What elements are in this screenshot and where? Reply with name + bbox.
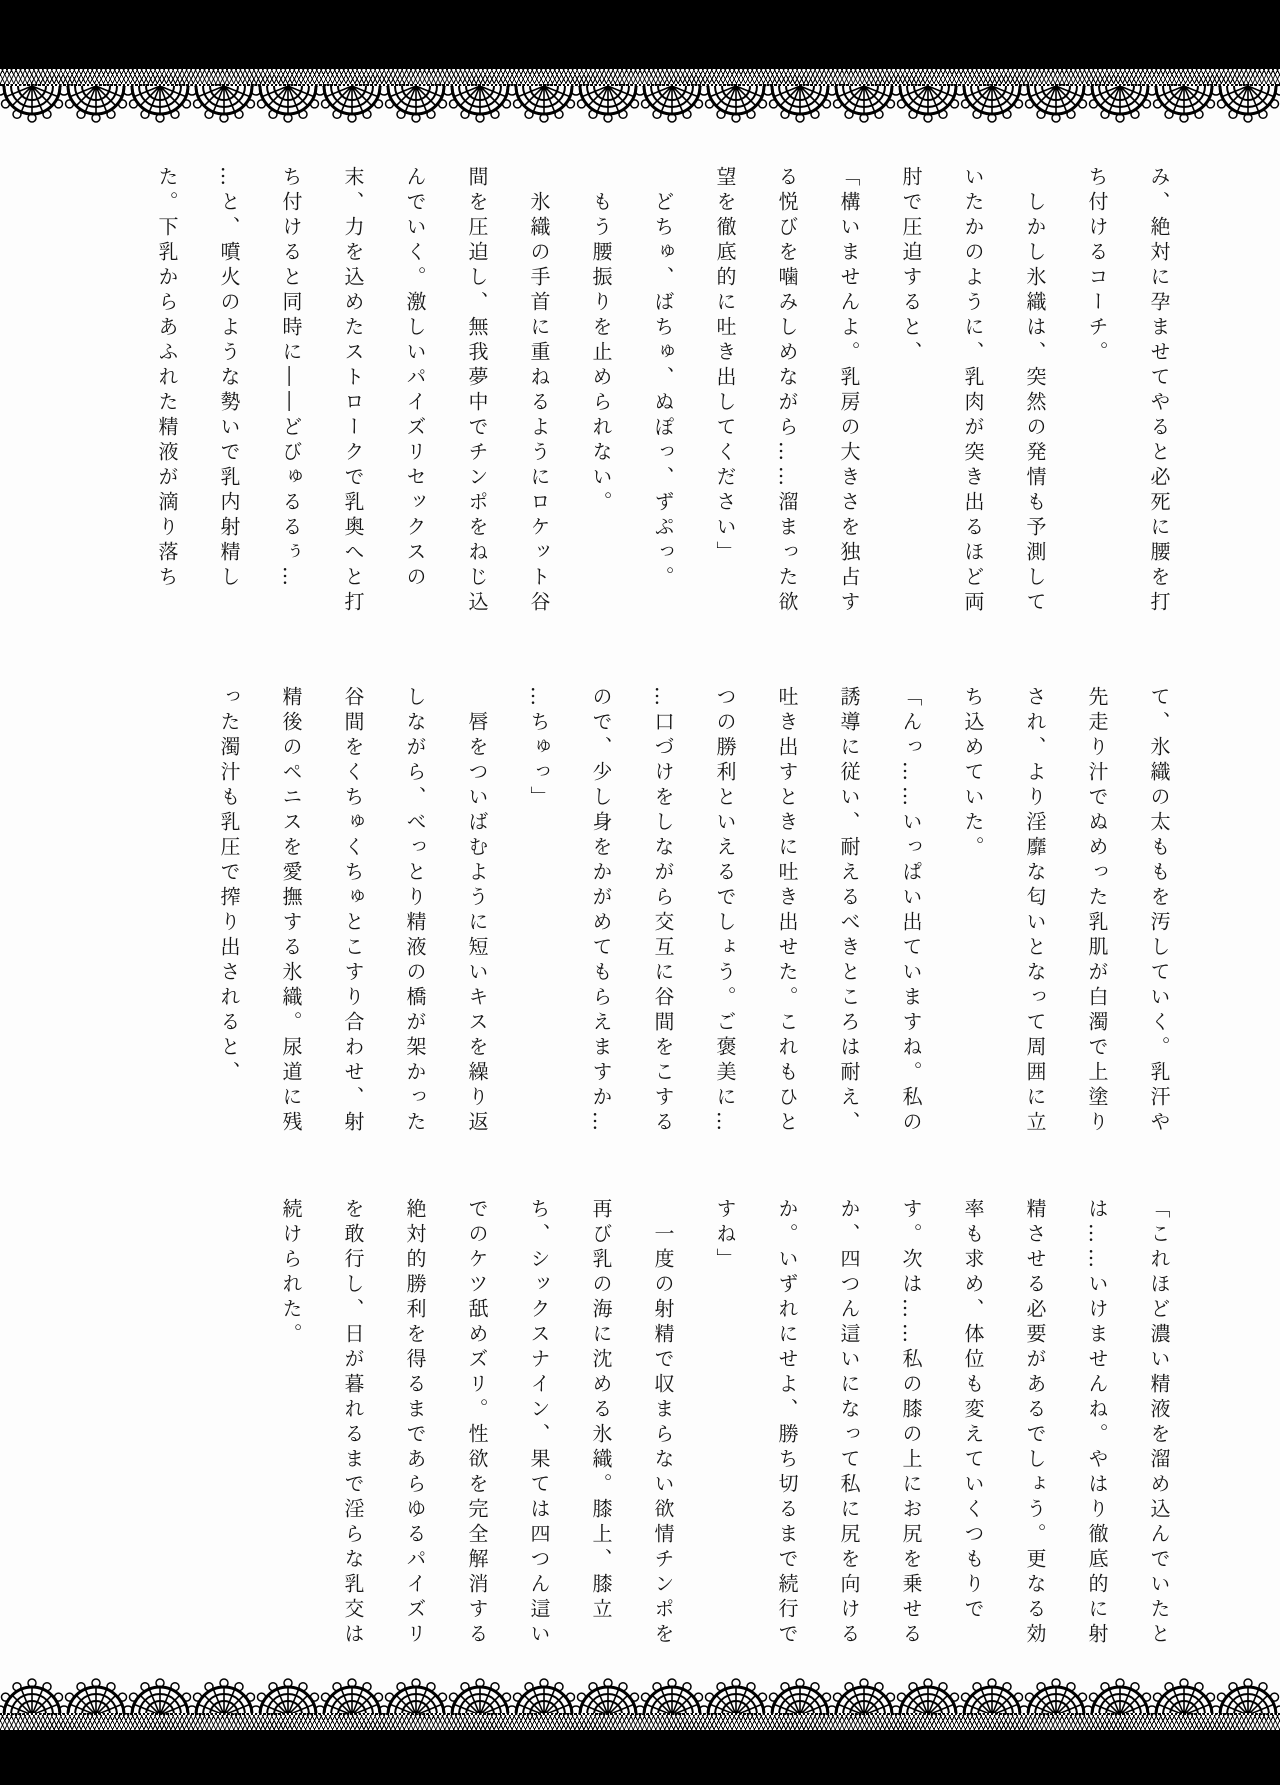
text-column: され、より淫靡な匂いとなって周囲に立	[1023, 686, 1047, 1136]
text-column: 望を徹底的に吐き出してください」	[713, 166, 737, 566]
lace-motif-icon	[896, 1669, 960, 1713]
text-column: ので、少し身をかがめてもらえますか…	[589, 686, 613, 1136]
text-column: つの勝利といえるでしょう。ご褒美に…	[713, 686, 737, 1136]
lace-motif-icon	[384, 86, 448, 130]
top-black-bar	[0, 0, 1280, 66]
text-column: ち、シックスナイン、果ては四つん這い	[527, 1198, 551, 1648]
text-column: いたかのように、乳肉が突き出るほど両	[961, 166, 985, 616]
lace-motif-icon	[448, 1669, 512, 1713]
text-column: どちゅ、ばちゅ、ぬぽっ、ずぷっ。	[651, 166, 675, 591]
text-column: …と、噴火のような勢いで乳内射精し	[217, 166, 241, 591]
text-column: た。下乳からあふれた精液が滴り落ち	[155, 166, 179, 591]
lace-motif-icon	[832, 86, 896, 130]
lace-motif-icon	[832, 1669, 896, 1713]
text-column: 末、力を込めたストロークで乳奥へと打	[341, 166, 365, 616]
lace-motif-icon	[704, 1669, 768, 1713]
text-column: しかし氷織は、突然の発情も予測して	[1023, 166, 1047, 616]
lace-motif-icon	[1216, 86, 1280, 130]
text-column: 肘で圧迫すると、	[899, 166, 923, 366]
bottom-mesh-band	[0, 1713, 1280, 1733]
text-column: か、四つん這いになって私に尻を向ける	[837, 1198, 861, 1648]
lace-motif-icon	[768, 1669, 832, 1713]
text-column: て、氷織の太ももを汚していく。乳汗や	[1147, 686, 1171, 1136]
text-column: ち付けると同時に――どびゅるるぅ…	[279, 166, 303, 591]
lace-motif-icon	[512, 86, 576, 130]
text-column: 「構いませんよ。乳房の大きさを独占す	[837, 166, 861, 616]
lace-motif-icon	[128, 1669, 192, 1713]
text-column: 一度の射精で収まらない欲情チンポを	[651, 1198, 675, 1648]
lace-motif-icon	[704, 86, 768, 130]
bottom-lace-scallops	[0, 1669, 1280, 1713]
lace-motif-icon	[576, 86, 640, 130]
lace-motif-icon	[512, 1669, 576, 1713]
lace-motif-icon	[1088, 86, 1152, 130]
lace-motif-icon	[960, 1669, 1024, 1713]
text-column: すね」	[713, 1198, 737, 1273]
text-column: 再び乳の海に沈める氷織。膝上、膝立	[589, 1198, 613, 1623]
lace-motif-icon	[640, 86, 704, 130]
text-band-3	[260, 1198, 1190, 1660]
text-column: る悦びを噛みしめながら……溜まった欲	[775, 166, 799, 616]
text-column: ち付けるコーチ。	[1085, 166, 1109, 366]
text-column: …口づけをしながら交互に谷間をこする	[651, 686, 675, 1136]
text-column: 誘導に従い、耐えるべきところは耐え、	[837, 686, 861, 1136]
lace-motif-icon	[768, 86, 832, 130]
lace-motif-icon	[1152, 86, 1216, 130]
lace-motif-icon	[320, 1669, 384, 1713]
text-column: んでいく。激しいパイズリセックスの	[403, 166, 427, 591]
text-band-1	[136, 166, 1190, 628]
lace-motif-icon	[1216, 1669, 1280, 1713]
lace-motif-icon	[64, 1669, 128, 1713]
lace-motif-icon	[1088, 1669, 1152, 1713]
lace-motif-icon	[320, 86, 384, 130]
text-column: す。次は……私の膝の上にお尻を乗せる	[899, 1198, 923, 1648]
text-column: は……いけませんね。やはり徹底的に射	[1085, 1198, 1109, 1648]
top-mesh-band	[0, 66, 1280, 86]
text-column: しながら、べっとり精液の橋が架かった	[403, 686, 427, 1136]
lace-motif-icon	[192, 86, 256, 130]
lace-motif-icon	[128, 86, 192, 130]
text-column: ち込めていた。	[961, 686, 985, 861]
text-column: 谷間をくちゅくちゅとこすり合わせ、射	[341, 686, 365, 1136]
text-column: もう腰振りを止められない。	[589, 166, 613, 516]
lace-motif-icon	[64, 86, 128, 130]
text-column: 絶対的勝利を得るまであらゆるパイズリ	[403, 1198, 427, 1648]
text-column: 精後のペニスを愛撫する氷織。尿道に残	[279, 686, 303, 1136]
text-column: 精させる必要があるでしょう。更なる効	[1023, 1198, 1047, 1648]
text-column: を敢行し、日が暮れるまで淫らな乳交は	[341, 1198, 365, 1648]
text-column: 氷織の手首に重ねるようにロケット谷	[527, 166, 551, 616]
lace-motif-icon	[0, 1669, 64, 1713]
text-column: 先走り汁でぬめった乳肌が白濁で上塗り	[1085, 686, 1109, 1136]
lace-motif-icon	[0, 86, 64, 130]
text-column: った濁汁も乳圧で搾り出されると、	[217, 686, 241, 1086]
lace-motif-icon	[384, 1669, 448, 1713]
text-column: 「んっ……いっぱい出ていますね。私の	[899, 686, 923, 1136]
lace-motif-icon	[448, 86, 512, 130]
lace-motif-icon	[1024, 86, 1088, 130]
text-column: …ちゅっ」	[527, 686, 551, 811]
lace-motif-icon	[576, 1669, 640, 1713]
lace-motif-icon	[960, 86, 1024, 130]
lace-motif-icon	[192, 1669, 256, 1713]
lace-motif-icon	[1152, 1669, 1216, 1713]
text-column: か。いずれにせよ、勝ち切るまで続行で	[775, 1198, 799, 1648]
text-column: 率も求め、体位も変えていくつもりで	[961, 1198, 985, 1623]
top-lace-scallops	[0, 86, 1280, 130]
top-lace-border	[0, 0, 1280, 130]
text-column: 吐き出すときに吐き出せた。これもひと	[775, 686, 799, 1136]
lace-motif-icon	[640, 1669, 704, 1713]
text-column: 唇をついばむように短いキスを繰り返	[465, 686, 489, 1136]
text-column: でのケツ舐めズリ。性欲を完全解消する	[465, 1198, 489, 1648]
bottom-lace-border	[0, 1669, 1280, 1785]
lace-motif-icon	[896, 86, 960, 130]
text-column: 「これほど濃い精液を溜め込んでいたと	[1147, 1198, 1171, 1648]
bottom-black-bar	[0, 1733, 1280, 1785]
text-column: 間を圧迫し、無我夢中でチンポをねじ込	[465, 166, 489, 616]
text-column: 続けられた。	[279, 1198, 303, 1348]
lace-motif-icon	[256, 86, 320, 130]
text-band-2	[198, 686, 1190, 1148]
lace-motif-icon	[1024, 1669, 1088, 1713]
text-column: み、絶対に孕ませてやると必死に腰を打	[1147, 166, 1171, 616]
lace-motif-icon	[256, 1669, 320, 1713]
